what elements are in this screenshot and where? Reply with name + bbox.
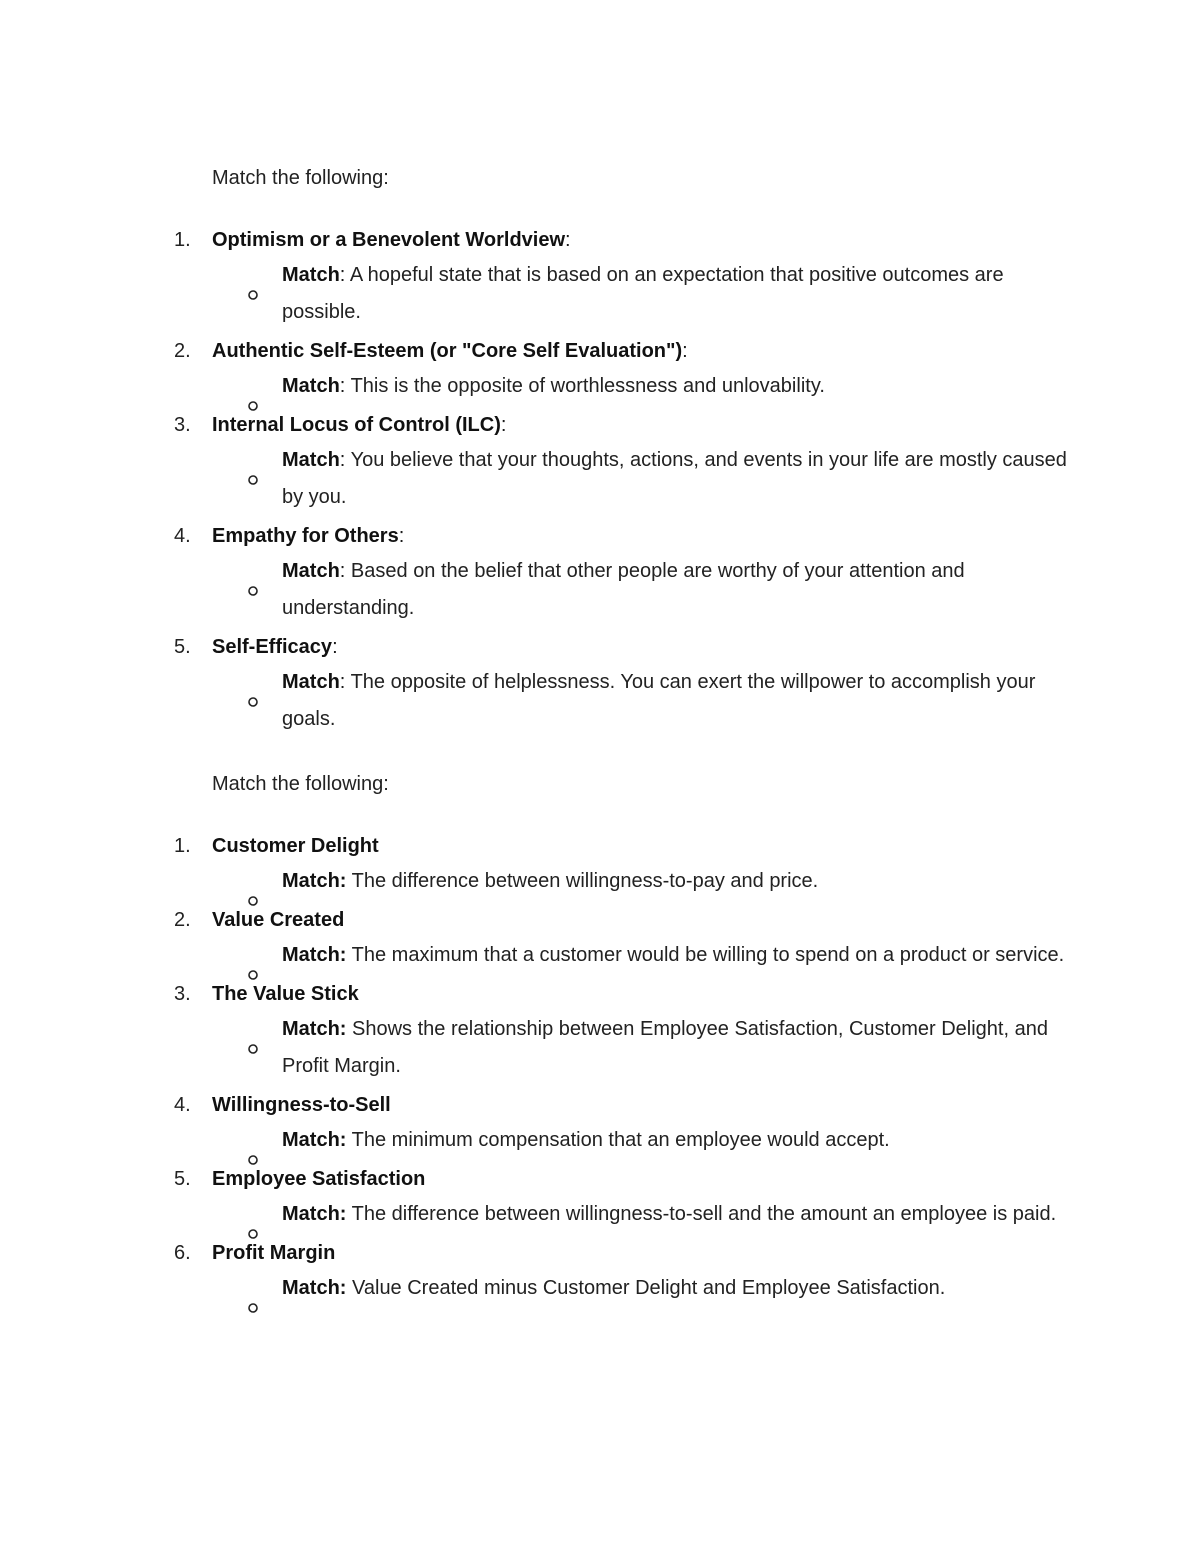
hollow-bullet-icon	[247, 462, 259, 474]
hollow-bullet-icon	[247, 277, 259, 289]
match-label: Match:	[282, 1277, 347, 1299]
item-number: 5.	[174, 636, 191, 658]
match-text: Based on the belief that other people are worthy of your attention and understanding.	[282, 560, 965, 619]
term-label: Customer Delight	[212, 835, 379, 857]
item-number: 4.	[174, 525, 191, 547]
match-entry: Match: A hopeful state that is based on an expectation that positive outcomes are possible.	[0, 265, 1072, 339]
list-item	[0, 982, 1200, 1093]
item-number: 2.	[174, 340, 191, 362]
match-text: You believe that your thoughts, actions, and events in your life are mostly caused by you.	[282, 449, 1067, 508]
match-text: A hopeful state that is based on an expectation that positive outcomes are possible.	[282, 264, 1004, 323]
match-label: Match	[282, 375, 340, 397]
item-number: 6.	[174, 1242, 191, 1264]
item-number: 3.	[174, 414, 191, 436]
match-entry	[0, 1130, 1072, 1167]
item-number: 3.	[174, 983, 191, 1005]
hollow-bullet-icon	[247, 388, 259, 400]
hollow-bullet-icon	[247, 1031, 259, 1043]
match-label: Match	[282, 264, 340, 286]
item-number: 5.	[174, 1168, 191, 1190]
match-label: Match:	[282, 944, 347, 966]
list-item	[0, 1167, 1200, 1241]
term-label: Internal Locus of Control (ILC)	[212, 414, 501, 436]
match-label: Match	[282, 560, 340, 582]
match-label: Match:	[282, 1129, 347, 1151]
match-text: The minimum compensation that an employee would accept.	[351, 1129, 890, 1151]
match-entry: Match: The opposite of helplessness. You can exert the willpower to accomplish your goals.	[0, 672, 1072, 746]
item-number: 4.	[174, 1094, 191, 1116]
match-text: Value Created minus Customer Delight and Employee Satisfaction.	[352, 1277, 946, 1299]
hollow-bullet-icon	[247, 1290, 259, 1302]
match-entry	[0, 945, 1072, 982]
match-entry: Match: This is the opposite of worthlessness and unlovability.	[0, 376, 1072, 413]
list-item	[0, 834, 1200, 908]
term-label: The Value Stick	[212, 983, 359, 1005]
term-label: Employee Satisfaction	[212, 1168, 426, 1190]
list-item	[0, 1241, 1200, 1315]
match-entry: Match: You believe that your thoughts, actions, and events in your life are mostly caused by you.	[0, 450, 1072, 524]
match-label: Match:	[282, 1018, 347, 1040]
term-label: Optimism or a Benevolent Worldview	[212, 229, 566, 251]
item-number: 1.	[174, 835, 191, 857]
match-entry	[0, 1278, 1072, 1315]
hollow-bullet-icon	[247, 1142, 259, 1154]
match-entry	[0, 871, 1072, 908]
list-item	[0, 1093, 1200, 1167]
section-2-list	[0, 834, 1200, 1315]
list-item: 2. Authentic Self-Esteem (or "Core Self Evaluation"): Match: This is the opposite of worthlessness and unlovability.	[0, 339, 1200, 413]
hollow-bullet-icon	[247, 1216, 259, 1228]
term-label: Willingness-to-Sell	[212, 1094, 391, 1116]
hollow-bullet-icon	[247, 684, 259, 696]
section-1-list	[0, 228, 1200, 746]
item-number: 1.	[174, 229, 191, 251]
match-entry	[0, 1204, 1072, 1241]
match-entry	[0, 1019, 1072, 1093]
match-label: Match	[282, 449, 340, 471]
term-label: Self-Efficacy	[212, 636, 333, 658]
match-text: Shows the relationship between Employee Satisfaction, Customer Delight, and Profit Margin.	[282, 1018, 1048, 1077]
match-label: Match	[282, 671, 340, 693]
item-number: 2.	[174, 909, 191, 931]
match-label: Match:	[282, 1203, 347, 1225]
match-entry: Match: Based on the belief that other people are worthy of your attention and understanding.	[0, 561, 1072, 635]
hollow-bullet-icon	[247, 573, 259, 585]
hollow-bullet-icon	[247, 957, 259, 969]
list-item: 4. Empathy for Others: Match: Based on the belief that other people are worthy of your attention and understanding.	[0, 524, 1200, 635]
list-item	[0, 908, 1200, 982]
list-item: 1. Optimism or a Benevolent Worldview: Match: A hopeful state that is based on an expectation that positive outcomes are possible.	[0, 228, 1200, 339]
section-2-intro: Match the following:	[212, 773, 389, 795]
hollow-bullet-icon	[247, 883, 259, 895]
term-label: Profit Margin	[212, 1242, 336, 1264]
term-label: Empathy for Others	[212, 525, 399, 547]
list-item: 5. Self-Efficacy: Match: The opposite of helplessness. You can exert the willpower to accomplish your goals.	[0, 635, 1200, 746]
list-item: 3. Internal Locus of Control (ILC): Match: You believe that your thoughts, actions, and events in your life are mostly caused by you.	[0, 413, 1200, 524]
term-label: Authentic Self-Esteem (or "Core Self Evaluation")	[212, 340, 683, 362]
match-label: Match:	[282, 870, 347, 892]
match-text: This is the opposite of worthlessness and unlovability.	[350, 375, 825, 397]
match-text: The difference between willingness-to-pay and price.	[351, 870, 819, 892]
match-text: The opposite of helplessness. You can exert the willpower to accomplish your goals.	[282, 671, 1036, 730]
match-text: The difference between willingness-to-sell and the amount an employee is paid.	[351, 1203, 1057, 1225]
match-text: The maximum that a customer would be willing to spend on a product or service.	[351, 944, 1065, 966]
section-1-intro: Match the following:	[212, 167, 389, 189]
term-label: Value Created	[212, 909, 345, 931]
